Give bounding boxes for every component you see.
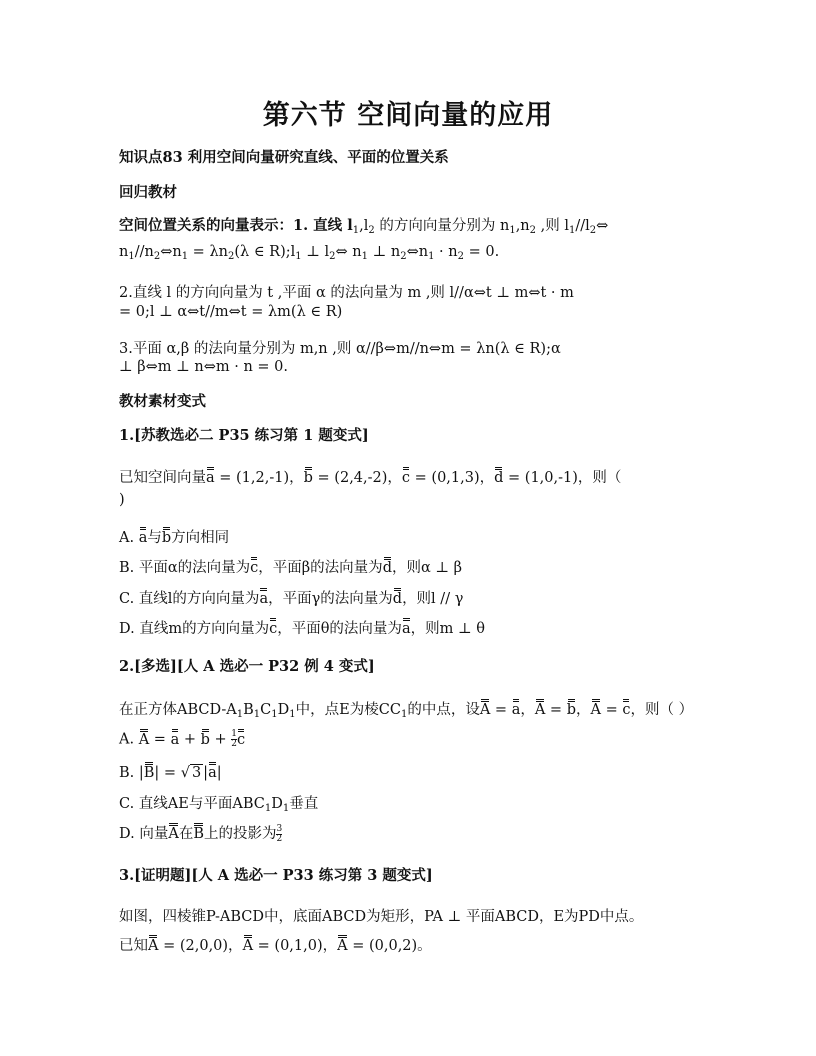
sub: 1	[128, 251, 135, 262]
fraction-numerator: 1	[231, 729, 237, 739]
q2-stem-text: =	[600, 702, 623, 718]
sub: 1	[295, 251, 302, 262]
vector-c: c	[401, 470, 411, 486]
sub: 1	[181, 251, 189, 262]
rep-text: ⇔n	[160, 244, 182, 260]
option-text: =	[149, 731, 171, 748]
option-text: 与	[147, 530, 162, 546]
vector-B: B	[143, 765, 155, 781]
vector-A: A	[138, 731, 150, 748]
q3-heading: 3.[证明题][人 A 选必一 P33 练习第 3 题变式]	[119, 867, 433, 884]
option-label: D.	[119, 826, 135, 842]
vector-d: d	[392, 591, 403, 607]
option-label: B.	[119, 765, 135, 781]
sub: 2	[529, 225, 537, 236]
q3-text: = (0,1,0)，	[253, 938, 338, 954]
rep-text: //l	[575, 218, 590, 234]
option-text: 向量	[139, 826, 169, 842]
vector-c: c	[622, 702, 631, 718]
q2-heading: 2.[多选][人 A 选必一 P32 例 4 变式]	[119, 658, 375, 675]
q2-stem-text: ，	[576, 702, 591, 718]
q1-stem-text: 已知空间向量	[119, 470, 206, 486]
vector-b: b	[303, 470, 313, 486]
q2-stem-text: D	[277, 702, 290, 718]
q3-text: = (0,0,2)。	[347, 938, 432, 954]
vector-b: b	[566, 702, 576, 718]
sub: 2	[400, 251, 407, 262]
rep-text: ⇔n	[406, 244, 429, 260]
sub: 1	[289, 709, 296, 720]
q2-option-b: B. |B| = √ 3 |a|	[119, 765, 222, 781]
sqrt-value: 3	[191, 765, 202, 781]
q1-option-c	[119, 587, 463, 608]
option-text: ，则α ⊥ β	[391, 560, 463, 576]
sub: 1	[352, 225, 360, 236]
q3-line-1: 如图，四棱锥P-ABCD中，底面ABCD为矩形，PA ⊥ 平面ABCD，E为PD中点。	[119, 909, 644, 925]
rep-text: ⇔	[596, 218, 609, 234]
q2-stem-text: =	[490, 702, 512, 718]
rep-text: ,则 l	[536, 218, 569, 234]
sub: 2	[368, 225, 375, 236]
rep-para-2-line-1: 2.直线 l 的方向向量为 t ,平面 α 的法向量为 m ,则 l//α⇔t ⊥ m⇔t · m	[119, 285, 574, 301]
vector-c: c	[269, 621, 278, 637]
option-label: D.	[119, 621, 135, 637]
sub: 2	[457, 251, 464, 262]
q2-stem-text: 在正方体ABCD-A	[119, 702, 237, 718]
vector-B: B	[193, 826, 204, 842]
rep-para-3-line-2: ⊥ β⇔m ⊥ n⇔m · n = 0.	[119, 359, 288, 375]
vector-a: a	[138, 530, 148, 546]
knowledge-point-heading: 知识点83 利用空间向量研究直线、平面的位置关系	[119, 149, 449, 166]
rep-text: ,n	[515, 218, 530, 234]
vector-a: a	[259, 591, 269, 607]
fraction	[276, 825, 282, 844]
vector-c: c	[250, 560, 259, 576]
q1-heading: 1.[苏教选必二 P35 练习第 1 题变式]	[119, 427, 369, 444]
rep-text: 空间位置关系的向量表示：1. 直线 l	[119, 217, 353, 234]
option-text: | =	[154, 765, 181, 781]
sub: 1	[271, 709, 278, 720]
rep-text: 的方向向量分别为 n	[374, 218, 510, 234]
sub: 2	[153, 251, 161, 262]
vector-a: a	[511, 702, 521, 718]
vector-b: b	[161, 530, 172, 546]
option-label: A.	[119, 731, 135, 748]
vector-d: d	[494, 470, 504, 486]
option-text: ，则m ⊥ θ	[410, 621, 485, 637]
sub: 1	[509, 225, 516, 236]
rep-text: //n	[134, 244, 154, 260]
q1-stem-close: )	[119, 492, 125, 508]
variants-heading: 教材素材变式	[119, 393, 206, 410]
rep-line-2	[119, 244, 499, 260]
option-text: 平面α的法向量为	[138, 560, 251, 576]
sub: 1	[568, 225, 576, 236]
q2-stem-text: C	[260, 702, 272, 718]
option-text: |	[203, 765, 209, 781]
q2-stem-text: 中，点E为棱CC	[295, 702, 401, 718]
option-text: C. 直线AE与平面ABC	[119, 796, 265, 812]
sub: 2	[589, 225, 597, 236]
option-text: 在	[178, 826, 194, 842]
vector-A: A	[590, 702, 601, 718]
page-title: 第六节 空间向量的应用	[262, 100, 554, 131]
q2-option-c	[119, 792, 318, 813]
q2-stem-text: ，	[520, 702, 535, 718]
vector-A: A	[242, 938, 254, 954]
q1-option-b	[119, 556, 462, 577]
vector-b: b	[200, 731, 210, 748]
rep-para-3-line-1: 3.平面 α,β 的法向量分别为 m,n ,则 α//β⇔m//n⇔m = λn(λ ∈ R);α	[119, 341, 561, 357]
option-text: ，则l // γ	[402, 591, 464, 607]
option-label: C.	[119, 591, 135, 607]
rep-line-1	[119, 214, 608, 235]
sub: 1	[282, 803, 290, 814]
option-text: 上的投影为	[203, 826, 277, 842]
sub: 1	[361, 251, 368, 262]
option-text: 直线l的方向向量为	[138, 591, 260, 607]
rep-text: = 0.	[464, 244, 500, 260]
q2-stem-text: ，则（ ）	[630, 702, 694, 718]
option-text: ，平面β的法向量为	[258, 560, 383, 576]
sub: 1	[236, 709, 244, 720]
option-text: +	[209, 731, 232, 748]
q1-stem-text: = (0,1,3)，	[410, 470, 495, 486]
vector-a: a	[401, 621, 411, 637]
vector-a: a	[170, 731, 180, 748]
rep-para-2-line-2: = 0;l ⊥ α⇔t//m⇔t = λm(λ ∈ R)	[119, 304, 343, 320]
q1-stem-text: = (1,2,-1)，	[214, 470, 304, 486]
sub: 2	[329, 251, 336, 262]
vector-A: A	[337, 938, 348, 954]
option-text: 垂直	[289, 796, 319, 812]
vector-A: A	[479, 702, 491, 718]
vector-A: A	[148, 938, 159, 954]
option-label: B.	[119, 560, 135, 576]
q2-option-d	[119, 822, 282, 844]
rep-text: ,l	[359, 218, 369, 234]
option-text: ，平面θ的法向量为	[277, 621, 402, 637]
q1-option-a	[119, 526, 229, 547]
q3-line-2	[119, 934, 432, 955]
rep-text: = λn	[188, 244, 228, 260]
vector-c: c	[237, 731, 246, 748]
q2-option-a	[119, 730, 245, 749]
option-text: |	[216, 765, 222, 781]
option-label: A.	[119, 530, 135, 546]
fraction-numerator: 3	[276, 823, 283, 834]
rep-text: (λ ∈ R);l	[234, 244, 296, 260]
q2-stem-text: =	[545, 702, 567, 718]
vector-A: A	[168, 826, 179, 842]
sub: 2	[227, 251, 235, 262]
fraction-denominator: 2	[231, 739, 237, 749]
review-heading: 回归教材	[119, 184, 177, 201]
sub: 1	[264, 803, 272, 814]
q1-stem-text: = (2,4,-2)，	[312, 470, 402, 486]
rep-text: · n	[434, 244, 458, 260]
option-text: |	[138, 765, 144, 781]
sub: 1	[253, 709, 261, 720]
q3-text: 已知	[119, 938, 148, 954]
sub: 1	[428, 251, 435, 262]
q3-text: = (2,0,0)，	[158, 938, 243, 954]
q1-stem-text: = (1,0,-1)，则（	[503, 470, 622, 486]
vector-A: A	[534, 702, 546, 718]
option-text: D	[271, 796, 283, 812]
q1-stem	[119, 466, 621, 487]
option-text: 方向相同	[171, 530, 230, 546]
fraction-denominator: 2	[276, 833, 283, 844]
q2-stem	[119, 698, 693, 719]
option-text: 直线m的方向向量为	[139, 621, 270, 637]
option-text: ，平面γ的法向量为	[268, 591, 393, 607]
rep-text: n	[119, 244, 129, 260]
rep-text: ⊥ n	[368, 244, 401, 260]
q1-option-d	[119, 617, 485, 638]
vector-a: a	[206, 470, 215, 486]
q2-stem-text: B	[243, 702, 254, 718]
q2-stem-text: 的中点，设	[407, 702, 480, 718]
vector-d: d	[382, 560, 392, 576]
sub: 1	[400, 709, 408, 720]
rep-text: ⇔ n	[335, 244, 362, 260]
option-text: +	[179, 731, 201, 748]
rep-text: ⊥ l	[301, 244, 330, 260]
vector-a: a	[208, 765, 217, 781]
